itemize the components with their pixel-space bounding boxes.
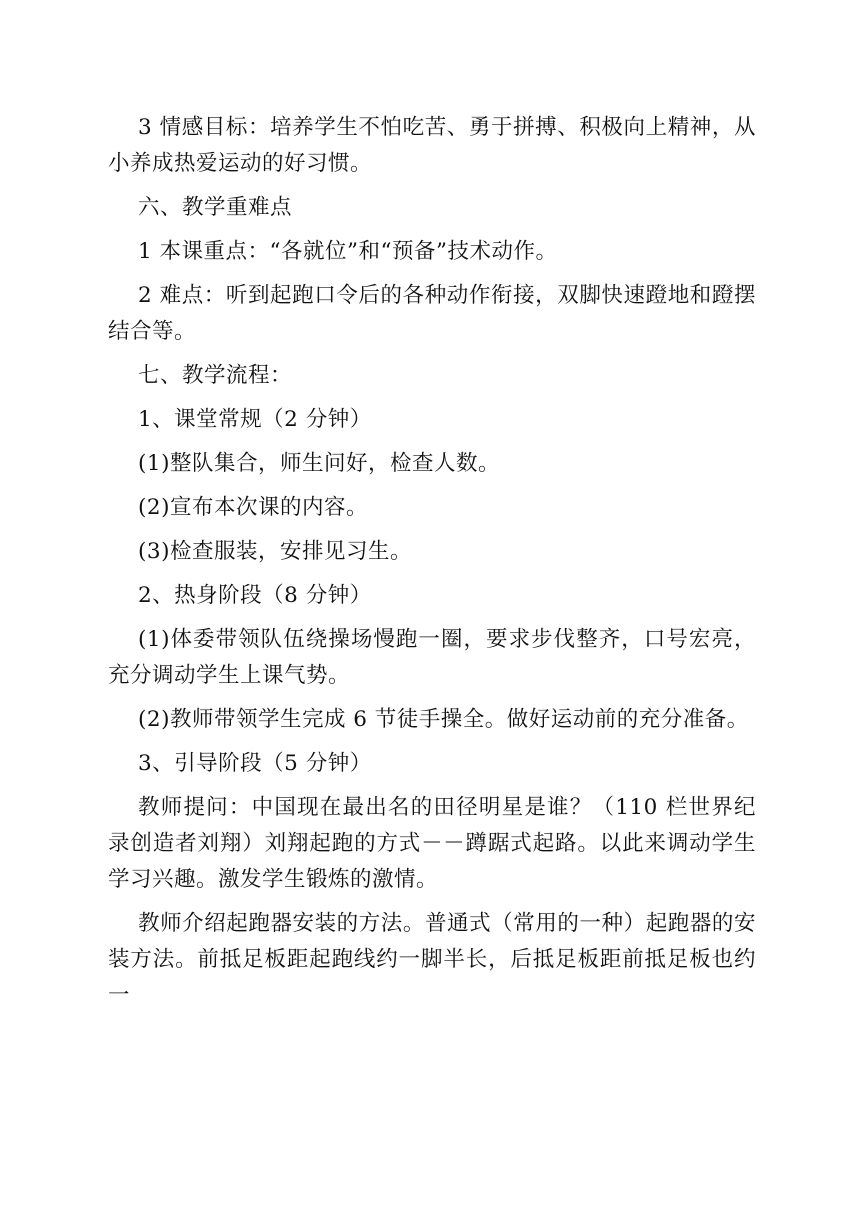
heading-warmup: 2、热身阶段（8 分钟） xyxy=(138,583,372,608)
paragraph-starting-block: 教师介绍起跑器安装的方法。普通式（常用的一种）起跑器的安装方法。前抵足板距起跑线约一脚半长，后抵足板距前抵足板也约一 xyxy=(108,911,756,1008)
heading-class-routine: 1、课堂常规（2 分钟） xyxy=(138,407,372,432)
heading-teaching-process: 七、教学流程： xyxy=(138,363,293,388)
heading-key-difficulties: 六、教学重难点 xyxy=(138,195,293,220)
list-item-jog: (1)体委带领队伍绕操场慢跑一圈，要求步伐整齐，口号宏亮，充分调动学生上课气势。 xyxy=(108,627,756,688)
heading-guidance: 3、引导阶段（5 分钟） xyxy=(138,751,372,776)
list-item-exercises: (2)教师带领学生完成 6 节徒手操全。做好运动前的充分准备。 xyxy=(138,707,749,732)
list-item-announce: (2)宣布本次课的内容。 xyxy=(138,495,368,520)
list-item-check-clothing: (3)检查服装，安排见习生。 xyxy=(138,539,412,564)
paragraph-difficulty: 2 难点：听到起跑口令后的各种动作衔接，双脚快速蹬地和蹬摆结合等。 xyxy=(108,283,756,344)
paragraph-emotion-goal: 3 情感目标：培养学生不怕吃苦、勇于拼搏、积极向上精神，从小养成热爱运动的好习惯。 xyxy=(108,115,756,176)
list-item-assemble: (1)整队集合，师生问好，检查人数。 xyxy=(138,451,500,476)
paragraph-key-point: 1 本课重点：“各就位”和“预备”技术动作。 xyxy=(138,239,558,264)
paragraph-teacher-question: 教师提问：中国现在最出名的田径明星是谁？（110 栏世界纪录创造者刘翔）刘翔起跑的方式－－蹲踞式起路。以此来调动学生学习兴趣。激发学生锻炼的激情。 xyxy=(108,795,756,892)
document-body xyxy=(108,110,756,1022)
